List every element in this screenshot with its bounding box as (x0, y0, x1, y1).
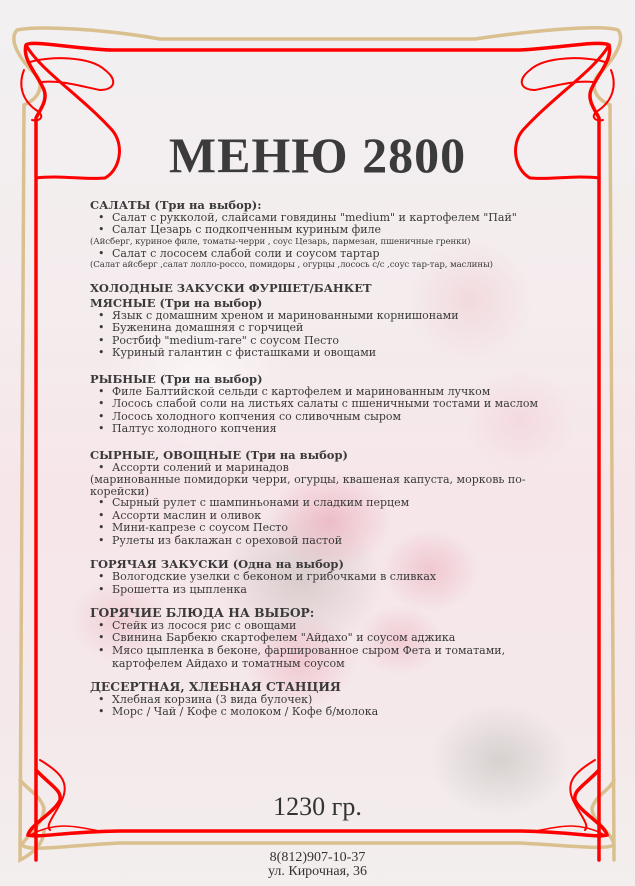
section-heading-cold-snacks: ХОЛОДНЫЕ ЗАКУСКИ ФУРШЕТ/БАНКЕТ (90, 281, 372, 296)
cheese-list-cont (90, 497, 530, 547)
list-item: • Палтус холодного копчения (90, 423, 530, 436)
ingredients-note: (маринованные помидорки черри, огурцы, квашеная капуста, морковь по-корейски) (90, 473, 526, 498)
list-item: • Морс / Чай / Кофе с молоком / Кофе б/молока (90, 706, 530, 719)
subsection-heading-fish: РЫБНЫЕ (Три на выбор) (90, 371, 263, 386)
list-item: • Вологодские узелки с беконом и грибочками в сливках (90, 571, 530, 584)
subsection-heading-meat: МЯСНЫЕ (Три на выбор) (90, 295, 263, 310)
list-item: • Мясо цыпленка в беконе, фаршированное сыром Фета и томатами, картофелем Айдахо и томатным соусом (90, 645, 532, 670)
section-heading-dessert: ДЕСЕРТНАЯ, ХЛЕБНАЯ СТАНЦИЯ (90, 679, 341, 695)
list-item: • Ассорти солений и маринадов (90, 462, 530, 475)
phone-number: 8(812)907-10-37 (269, 850, 366, 865)
list-item: • Салат Цезарь с подкопченным куриным филе (90, 224, 530, 237)
hot-snack-list (90, 571, 530, 596)
menu-price: 1230 гр. (273, 792, 362, 821)
menu-title: МЕНЮ 2800 (168, 127, 467, 183)
hot-dishes-list (90, 620, 530, 670)
list-item: • Мини-капрезе с соусом Песто (90, 522, 530, 535)
list-item: • Лосось слабой соли на листьях салаты с пшеничными тостами и маслом (90, 398, 530, 411)
meat-list (90, 310, 530, 360)
salads-list-cont (90, 248, 530, 261)
cheese-list (90, 462, 530, 475)
list-item: • Салат с лососем слабой соли и соусом тартар (90, 248, 530, 261)
list-item: • Брошетта из цыпленка (90, 584, 530, 597)
list-item: • Язык с домашним хреном и маринованными корнишонами (90, 310, 530, 323)
list-item: • Буженина домашняя с горчицей (90, 322, 530, 335)
list-item: • Ростбиф "medium-rare" с соусом Песто (90, 335, 530, 348)
list-item: • Ассорти маслин и оливок (90, 510, 530, 523)
list-item: • Салат с рукколой, слайсами говядины "medium" и картофелем "Пай" (90, 212, 530, 225)
list-item: • Филе Балтийской сельди с картофелем и маринованным лучком (90, 386, 530, 399)
ingredients-note: (Айсберг, куриное филе, томаты-черри , соус Цезарь, пармезан, пшеничные гренки) (90, 236, 471, 247)
menu-content (90, 198, 539, 719)
list-item: • Лосось холодного копчения со сливочным сыром (90, 411, 530, 424)
list-item: • Стейк из лосося рис с овощами (90, 620, 530, 633)
ingredients-note: (Салат айсберг ,салат лолло-россо, помидоры , огурцы ,лосось с/с ,соус тар-тар, маслины) (90, 260, 493, 271)
subsection-heading-cheese-veg: СЫРНЫЕ, ОВОЩНЫЕ (Три на выбор) (90, 447, 348, 462)
list-item: • Сырный рулет с шампиньонами и сладким перцем (90, 497, 530, 510)
section-heading-salads: САЛАТЫ (Три на выбор): (90, 198, 262, 212)
list-item: • Рулеты из баклажан с ореховой пастой (90, 535, 530, 548)
list-item: • Свинина Барбекю скартофелем "Айдахо" и соусом аджика (90, 632, 530, 645)
list-item: • Куриный галантин с фисташками и овощами (90, 347, 530, 360)
fish-list (90, 384, 539, 436)
section-heading-hot-snack: ГОРЯЧАЯ ЗАКУСКИ (Одна на выбор) (90, 557, 344, 572)
dessert-list (90, 694, 530, 719)
address: ул. Кирочная, 36 (267, 864, 368, 879)
salads-list (90, 212, 530, 237)
section-heading-hot-dishes: ГОРЯЧИЕ БЛЮДА НА ВЫБОР: (90, 605, 315, 621)
contacts (0, 851, 635, 879)
list-item: • Хлебная корзина (3 вида булочек) (90, 694, 530, 707)
